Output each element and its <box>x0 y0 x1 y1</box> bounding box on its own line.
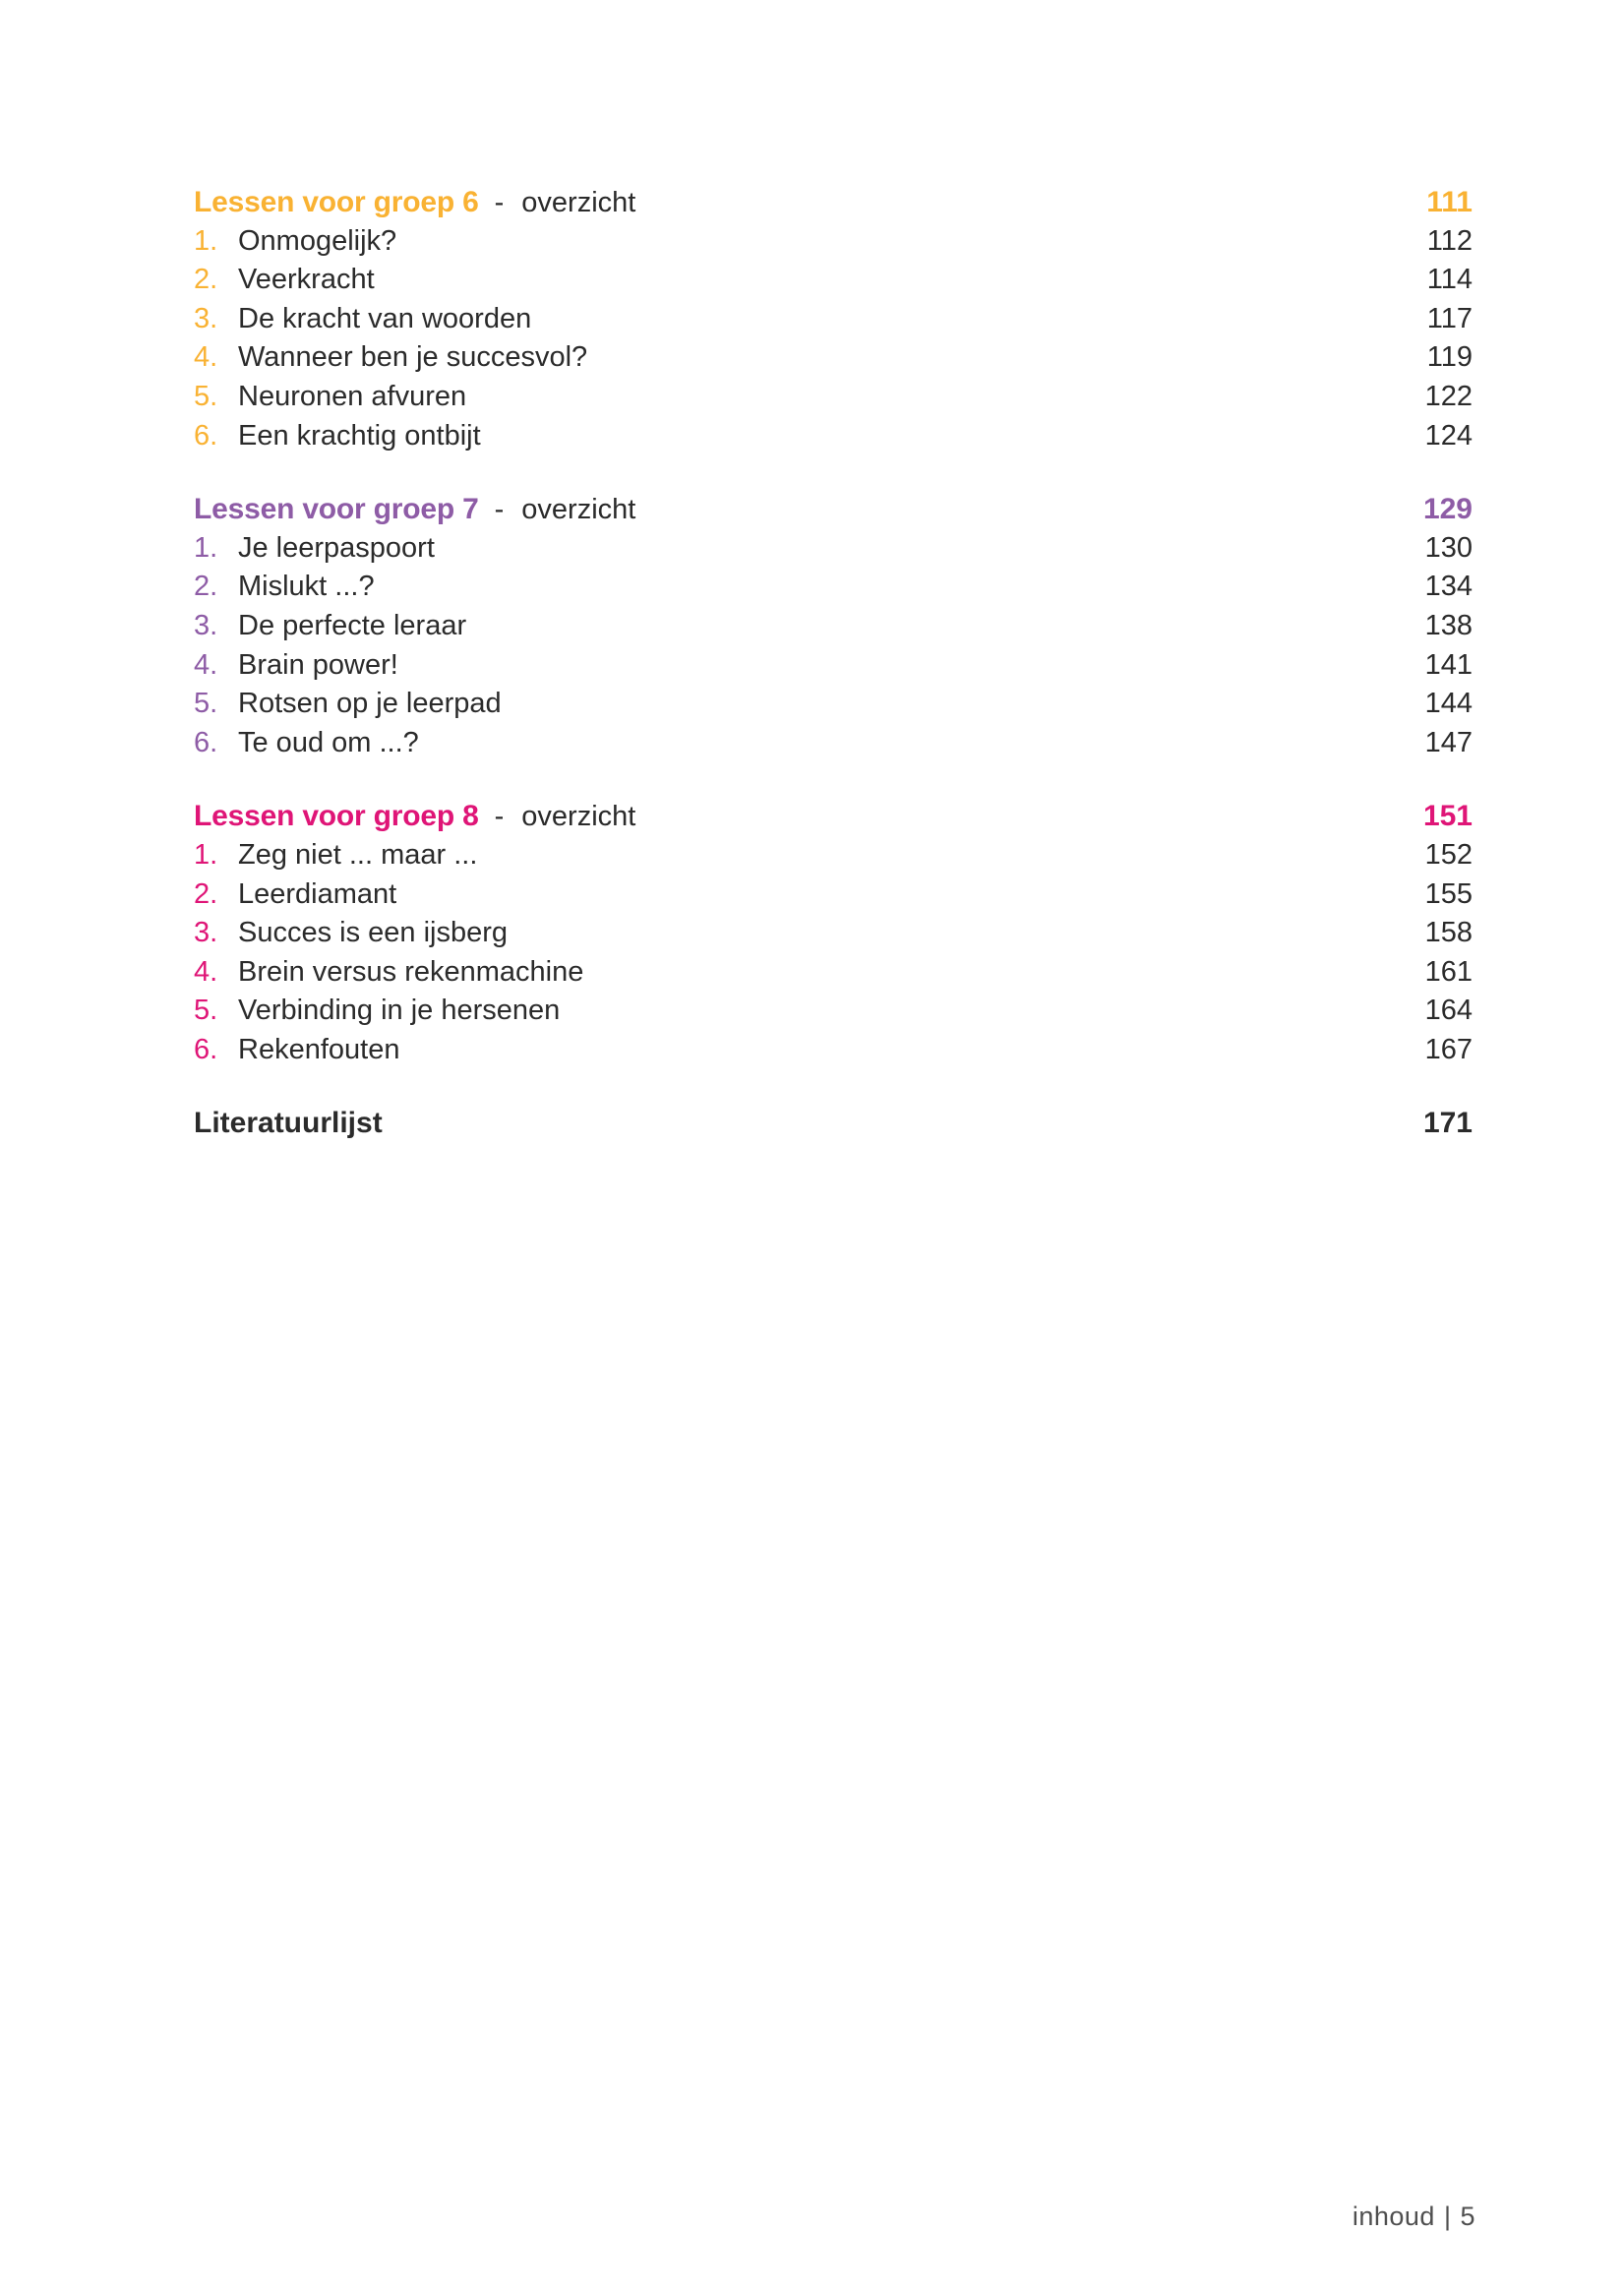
table-of-contents <box>194 183 1473 1143</box>
toc-row <box>194 338 1473 378</box>
item-title: Een krachtig ontbijt <box>238 419 481 452</box>
section-title: Lessen voor groep 7 <box>194 493 479 526</box>
item-number: 3. <box>194 917 218 949</box>
toc-row <box>194 568 1473 607</box>
item-title: Brain power! <box>238 648 398 681</box>
item-page-number: 138 <box>1424 609 1473 641</box>
item-page-number: 155 <box>1424 877 1473 910</box>
item-number: 6. <box>194 1033 218 1065</box>
footer-separator: | <box>1443 2202 1452 2231</box>
toc-row <box>194 1031 1473 1070</box>
item-number: 5. <box>194 688 218 720</box>
item-page-number: 112 <box>1426 224 1473 257</box>
section-page-number: 111 <box>1426 186 1473 218</box>
toc-row <box>194 914 1473 953</box>
item-page-number: 114 <box>1426 264 1473 296</box>
item-title: Mislukt ...? <box>238 571 375 603</box>
toc-row <box>194 953 1473 993</box>
item-title: De kracht van woorden <box>238 302 532 334</box>
item-number: 4. <box>194 341 218 374</box>
section-header <box>194 183 1473 222</box>
section-page-number: 129 <box>1422 493 1473 526</box>
item-page-number: 122 <box>1424 380 1473 412</box>
item-number: 4. <box>194 955 218 988</box>
toc-row <box>194 378 1473 417</box>
literature-page-number: 171 <box>1422 1107 1473 1140</box>
item-page-number: 124 <box>1424 419 1473 452</box>
toc-row <box>194 300 1473 339</box>
section-title: Lessen voor groep 8 <box>194 800 479 833</box>
item-title: Rotsen op je leerpad <box>238 688 502 720</box>
footer-page-number: 5 <box>1460 2202 1475 2231</box>
toc-row <box>194 529 1473 569</box>
item-title: De perfecte leraar <box>238 609 467 641</box>
section-header <box>194 797 1473 836</box>
item-page-number: 117 <box>1426 302 1473 334</box>
item-page-number: 152 <box>1424 838 1473 871</box>
toc-row <box>194 836 1473 875</box>
item-page-number: 130 <box>1424 531 1473 564</box>
item-title: Neuronen afvuren <box>238 380 467 412</box>
item-number: 4. <box>194 648 218 681</box>
item-number: 6. <box>194 419 218 452</box>
item-number: 2. <box>194 571 218 603</box>
title-separator: - <box>494 801 505 833</box>
item-page-number: 119 <box>1426 341 1473 374</box>
item-title: Onmogelijk? <box>238 224 397 257</box>
title-separator: - <box>494 494 505 526</box>
item-number: 5. <box>194 995 218 1027</box>
item-title: Rekenfouten <box>238 1033 400 1065</box>
section-page-number: 151 <box>1422 800 1473 833</box>
item-number: 5. <box>194 380 218 412</box>
item-number: 1. <box>194 838 218 871</box>
item-title: Veerkracht <box>238 264 375 296</box>
item-page-number: 144 <box>1424 688 1473 720</box>
section-subtitle: overzicht <box>521 494 636 526</box>
toc-row <box>194 646 1473 686</box>
toc-row <box>194 222 1473 262</box>
item-title: Succes is een ijsberg <box>238 917 509 949</box>
toc-row <box>194 724 1473 763</box>
item-number: 3. <box>194 302 218 334</box>
section-groep-6 <box>194 183 1473 455</box>
toc-row <box>194 875 1473 915</box>
item-title: Zeg niet ... maar ... <box>238 838 478 871</box>
section-header <box>194 490 1473 529</box>
item-page-number: 164 <box>1424 995 1473 1027</box>
page-footer <box>1353 2202 1475 2232</box>
item-number: 2. <box>194 264 218 296</box>
item-title: Verbinding in je hersenen <box>238 995 561 1027</box>
title-separator: - <box>494 187 505 218</box>
item-title: Leerdiamant <box>238 877 397 910</box>
item-page-number: 147 <box>1424 726 1473 758</box>
toc-row <box>194 607 1473 646</box>
item-page-number: 167 <box>1424 1033 1473 1065</box>
section-subtitle: overzicht <box>521 801 636 833</box>
item-title: Brein versus rekenmachine <box>238 955 584 988</box>
footer-label: inhoud <box>1352 2202 1435 2231</box>
section-groep-7 <box>194 490 1473 762</box>
section-title: Lessen voor groep 6 <box>194 186 479 218</box>
toc-row <box>194 417 1473 456</box>
item-number: 2. <box>194 877 218 910</box>
item-number: 1. <box>194 224 218 257</box>
section-subtitle: overzicht <box>521 187 636 218</box>
item-title: Wanneer ben je succesvol? <box>238 341 588 374</box>
literature-row <box>194 1104 1473 1143</box>
section-groep-8 <box>194 797 1473 1069</box>
toc-row <box>194 685 1473 724</box>
item-number: 1. <box>194 531 218 564</box>
literature-title: Literatuurlijst <box>194 1107 383 1140</box>
item-page-number: 134 <box>1424 571 1473 603</box>
item-page-number: 161 <box>1424 955 1473 988</box>
item-page-number: 158 <box>1424 917 1473 949</box>
item-page-number: 141 <box>1424 648 1473 681</box>
toc-row <box>194 261 1473 300</box>
item-number: 6. <box>194 726 218 758</box>
toc-row <box>194 992 1473 1031</box>
item-number: 3. <box>194 609 218 641</box>
item-title: Te oud om ...? <box>238 726 419 758</box>
item-title: Je leerpaspoort <box>238 531 435 564</box>
